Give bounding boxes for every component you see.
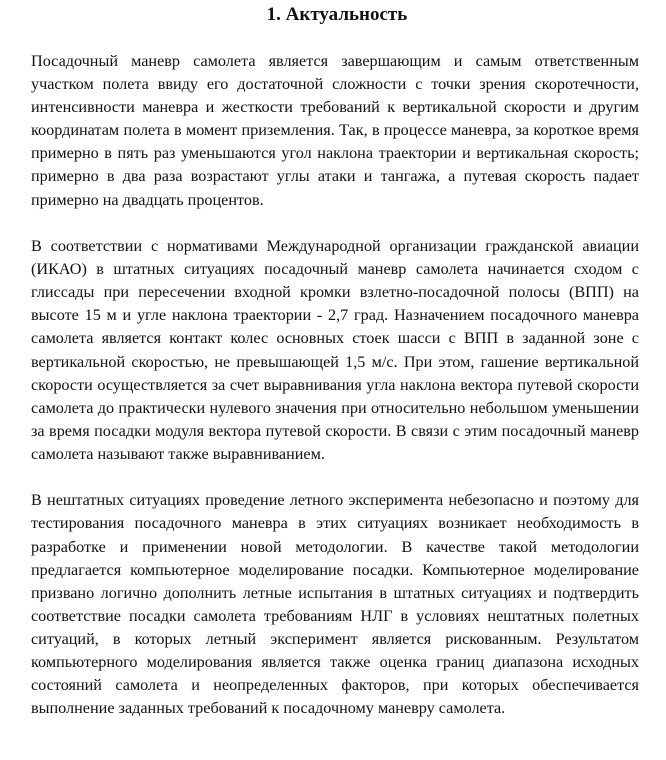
paragraph-emergency-modeling: В нештатных ситуациях проведение летного эксперимента небезопасно и поэтому для тестирования посадочного маневра в этих ситуациях возникает необходимость в разработке и применении новой методологии. В качестве такой методологии предлагается компьютерное моделирование посадки. Компьютерное моделирование призвано логично дополнить летные испытания в штатных ситуациях и подтвердить соответствие посадки самолета требованиям НЛГ в условиях нештатных полетных ситуаций, в которых летный эксперимент является рискованным. Результатом компьютерного моделирования является также оценка границ диапазона исходных состояний самолета и неопределенных факторов, при которых обеспечивается выполнение заданных требований к посадочному маневру самолета. bbox=[31, 491, 639, 718]
paragraph-icao-standards: В соответствии с нормативами Международной организации гражданской авиации (ИКАО) в штатных ситуациях посадочный маневр самолета начинается сходом с глиссады при пересечении входной кромки взлетно-посадочной полосы (ВПП) на высоте 15 м и угле наклона траектории - 2,7 град. Назначением посадочного маневра самолета является контакт колес основных стоек шасси с ВПП в заданной зоне с вертикальной скоростью, не превышающей 1,5 м/с. При этом, гашение вертикальной скорости осуществляется за счет выравнивания угла наклона вектора путевой скорости самолета до практически нулевого значения при относительно небольшом уменьшении за время посадки модуля вектора путевой скорости. В связи с этим посадочный маневр самолета называют также выравниванием. bbox=[31, 237, 639, 463]
paragraph-landing-maneuver: Посадочный маневр самолета является завершающим и самым ответственным участком полета ввиду его достаточной сложности с точки зрения скоротечности, интенсивности маневра и жесткости требований к вертикальной скорости и другим координатам полета в момент приземления. Так, в процессе маневра, за короткое время примерно в пять раз уменьшаются угол наклона траектории и вертикальная скорость; примерно в два раза возрастают углы атаки и тангажа, а путевая скорость падает примерно на двадцать процентов. bbox=[31, 52, 639, 209]
section-body bbox=[31, 50, 639, 720]
section-heading: 1. Актуальность bbox=[266, 4, 408, 25]
